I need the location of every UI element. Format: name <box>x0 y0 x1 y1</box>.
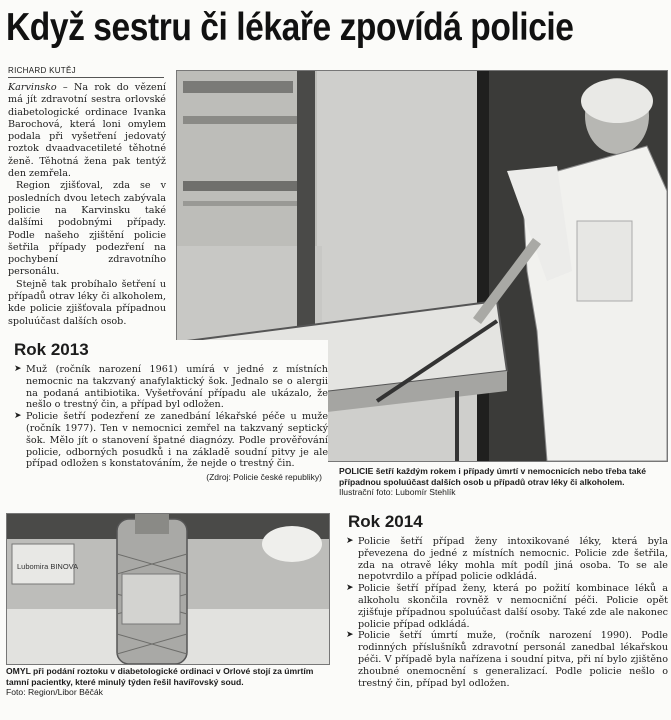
headline: Když sestru či lékaře zpovídá policie <box>6 6 574 49</box>
article-paragraph <box>8 82 166 180</box>
photo-credit: Ilustrační foto: Lubomír Stehlík <box>339 487 456 497</box>
caption-text: při podání roztoku v diabetologické ordinaci v Orlové stojí za úmrtím tamní pacientky, které minulý týden řešil havířovský soud. <box>6 666 314 687</box>
caption-text: šetří každým rokem i případy úmrtí v nemocnicích nebo třeba také případnou spoluúčast dalších osob u případů otrav léky či alkoholem. <box>339 466 647 487</box>
dateline-place: Karvinsko <box>8 82 57 93</box>
source-note: (Zdroj: Policie české republiky) <box>206 472 322 483</box>
list-item <box>14 411 328 470</box>
photo-credit: Foto: Region/Libor Běčák <box>6 687 103 697</box>
rok-2013-title: Rok 2013 <box>14 340 89 359</box>
list-item <box>346 630 668 689</box>
photo-caption-omyl <box>6 666 332 698</box>
arrow-bullet-icon: ➤ <box>346 583 354 594</box>
photo-bottle <box>6 513 330 665</box>
list-item <box>346 583 668 630</box>
list-item-text: Policie šetří případ ženy intoxikované léky, která byla převezena do jedné z místních nemocnic. Policie zde šetřila, zda na otravě léky mohla mít podíl jiná osoba. To se ale nepotvrdilo a případ policie odkládá. <box>358 536 668 583</box>
rok-2013-list <box>6 364 328 470</box>
caption-lead: OMYL <box>6 666 31 676</box>
photo-caption-police <box>339 466 667 498</box>
list-item-text: Muž (ročník narození 1961) umírá v jedné z místních nemocnic na takzvaný anafylaktický šok. Jednalo se o alergii na podaná antibiotika. Vyšetřování případu ale ukázalo, že nešlo o trestný čin, a případ byl odložen. <box>26 364 328 411</box>
name-sign-text: Lubomira BINOVA <box>17 562 79 571</box>
arrow-bullet-icon: ➤ <box>14 364 22 374</box>
list-item-text: Policie šetří podezření ze zanedbání lékařské péče u muže (ročník 1977). Ten v nemocnici zemřel na takzvaný septický šok. Mělo jít o stanovení špatné diagnózy. Podle prověřování policie, odborných posudků i na základě soudní pitvy je ale případ odložen s konstatováním, že nejde o trestný čin. <box>26 411 328 470</box>
photo-bottle-image <box>7 514 329 664</box>
paragraph-text: – Na rok do vězení má jít zdravotní sestra orlovské diabetologické ordinace Ivanka Barochová, která loni omylem podala při vyšetření jedovatý roztok dvaadvacetileté těhotné ženě. Těhotná žena pak tentýž den zemřela. <box>8 82 166 180</box>
list-item <box>346 536 668 583</box>
arrow-bullet-icon: ➤ <box>14 411 22 422</box>
list-item-text: Policie šetří případ ženy, která po požití kombinace léků a alkoholu skončila rovněž v nemocniční péči. Policie opět zjišťuje případnou spoluúčast další osoby. Také zde ale nakonec policie případ odkládá. <box>358 583 668 630</box>
arrow-bullet-icon: ➤ <box>346 630 354 641</box>
article-paragraph: Region zjišťoval, zda se v posledních dvou letech zabývala policie na Karvinsku také dalšími podobnými případy. Podle našeho zjištění policie šetřila případy podezření na pochybení zdravotního personálu. <box>8 180 166 278</box>
caption-lead: POLICIE <box>339 466 374 476</box>
rok-2014-title: Rok 2014 <box>348 512 423 531</box>
list-item-text: Policie šetří úmrtí muže, (ročník narození 1990). Podle rodinných příslušníků zdravotní personál zanedbal lékařskou péči. V případě byla nařízena i soudní pitva, při ní bylo zjištěno zhoubné onemocnění s generalizací. Podle policie nešlo o trestný čin, případ byl odložen. <box>358 630 668 689</box>
byline: RICHARD KUTĚJ <box>8 66 164 78</box>
list-item <box>14 364 328 411</box>
rok-2014-box <box>340 512 668 689</box>
arrow-bullet-icon: ➤ <box>346 536 354 546</box>
rok-2013-box <box>6 340 328 498</box>
article-paragraph: Stejně tak probíhalo šetření u případů otrav léky či alkoholem, kde policie zjišťovala případnou spoluúčast dalších osob. <box>8 278 166 327</box>
rok-2014-list <box>340 536 668 689</box>
article-body <box>8 82 166 328</box>
